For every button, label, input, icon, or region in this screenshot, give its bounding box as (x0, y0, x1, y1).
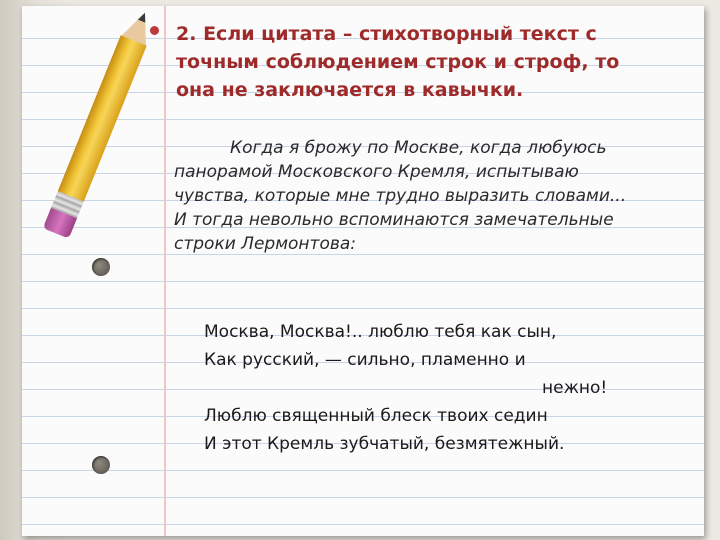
rule-heading (176, 20, 656, 104)
poem-line: Как русский, — сильно, пламенно и (204, 350, 526, 370)
rule-text: Если цитата – стихотворный текст с точным соблюдением строк и строф, то она не заключается в кавычки. (176, 23, 620, 101)
rule-number: 2. (176, 23, 197, 45)
poem-line: И этот Кремль зубчатый, безмятежный. (204, 434, 565, 454)
poem-line: Москва, Москва!.. люблю тебя как сын, (204, 322, 557, 342)
poem-quote (204, 318, 664, 458)
prose-text: Когда я брожу по Москве, когда любуюсь панорамой Московского Кремля, испытываю чувства, которые мне трудно выразить словами... И тогда невольно вспоминаются замечательные строки Лермонтова: (174, 138, 627, 254)
poem-line: нежно! (542, 378, 608, 398)
bullet-dot (150, 26, 159, 35)
poem-line: Люблю священный блеск твоих седин (204, 406, 548, 426)
example-prose (174, 136, 634, 256)
